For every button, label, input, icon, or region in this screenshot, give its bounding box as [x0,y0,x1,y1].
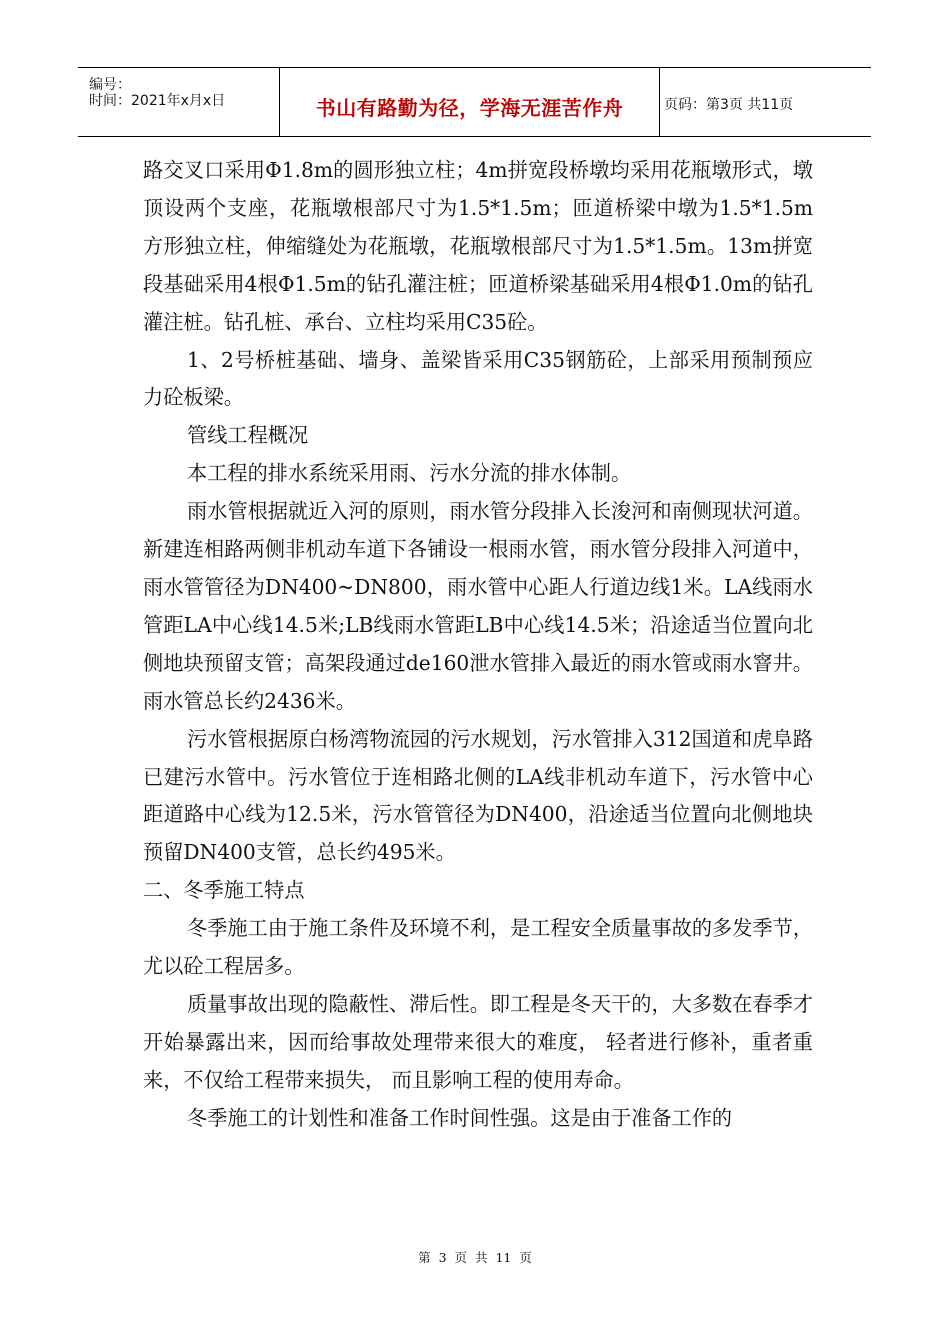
header-info-cell [78,68,280,136]
document-body [143,152,813,1138]
paragraph: 路交叉口采用Φ1.8m的圆形独立柱；4m拼宽段桥墩均采用花瓶墩形式，墩顶设两个支座，花瓶墩根部尺寸为1.5*1.5m；匝道桥梁中墩为1.5*1.5m方形独立柱，伸缩缝处为花瓶墩，花瓶墩根部尺寸为1.5*1.5m。13m拼宽段基础采用4根Φ1.5m的钻孔灌注桩；匝道桥梁基础采用4根Φ1.0m的钻孔灌注桩。钻孔桩、承台、立柱均采用C35砼。 [143,158,813,334]
paragraph: 冬季施工由于施工条件及环境不利，是工程安全质量事故的多发季节，尤以砼工程居多。 [143,916,813,979]
section-heading: 二、冬季施工特点 [143,878,305,903]
header-page-number: 页码：第3页 共11页 [664,97,794,113]
paragraph: 1、2号桥桩基础、墙身、盖梁皆采用C35钢筋砼，上部采用预制预应力砼板梁。 [143,347,813,410]
paragraph: 冬季施工的计划性和准备工作时间性强。这是由于准备工作的 [187,1105,733,1130]
header-motto-cell [280,68,660,136]
header-page-cell [660,68,871,136]
header-motto: 书山有路勤为径，学海无涯苦作舟 [315,96,624,120]
paragraph: 雨水管根据就近入河的原则，雨水管分段排入长浚河和南侧现状河道。新建连相路两侧非机动车道下各铺设一根雨水管，雨水管分段排入河道中，雨水管管径为DN400~DN800，雨水管中心距人行道边线1米。LA线雨水管距LA中心线14.5米;LB线雨水管距LB中心线14.5米；沿途适当位置向北侧地块预留支管；高架段通过de160泄水管排入最近的雨水管或雨水窨井。雨水管总长约2436米。 [143,499,813,713]
page-header [78,67,871,137]
paragraph: 本工程的排水系统采用雨、污水分流的排水体制。 [187,461,632,486]
document-time-label: 时间：2021年x月x日 [89,93,226,109]
section-heading: 管线工程概况 [187,423,309,448]
document-number-label: 编号： [89,77,131,93]
paragraph: 质量事故出现的隐蔽性、滞后性。即工程是冬天干的，大多数在春季才开始暴露出来，因而给事故处理带来很大的难度， 轻者进行修补，重者重来，不仅给工程带来损失， 而且影响工程的使用寿命。 [143,991,813,1092]
paragraph: 污水管根据原白杨湾物流园的污水规划，污水管排入312国道和虎阜路已建污水管中。污水管位于连相路北侧的LA线非机动车道下，污水管中心距道路中心线为12.5米，污水管管径为DN400，沿途适当位置向北侧地块预留DN400支管，总长约495米。 [143,726,813,865]
page-footer: 第 3 页 共 11 页 [418,1250,532,1265]
